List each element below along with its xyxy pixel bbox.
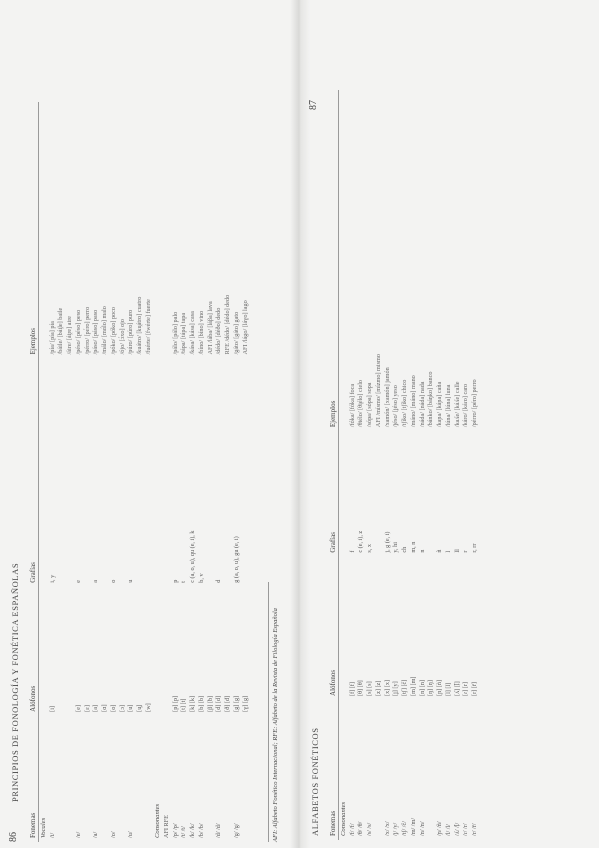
table-row: [232, 102, 241, 842]
phoneme-cell: [101, 716, 110, 842]
allophone-cell: [s] [s]: [366, 681, 374, 696]
example-cell: /fóka/ [fóka] foca: [348, 383, 356, 428]
example-cell: /péso/ [péso] peso: [74, 309, 82, 355]
example-cell: /xamón/ [xamón] jamón: [383, 367, 391, 428]
table-row: [241, 102, 250, 842]
grapheme-cell: d: [215, 579, 223, 583]
grapheme-cell: u: [127, 579, 135, 583]
allophone-cell: [66, 587, 75, 716]
allophone-cell: [ʎ] [ḹ]: [453, 681, 461, 696]
grapheme-cell: a: [92, 579, 100, 583]
example-cell: AFI /mísmo/ [mízmo] mismo: [374, 354, 382, 428]
phoneme-cell: /tʃ/ /ĉ/: [401, 821, 409, 836]
grapheme-cell: [241, 358, 250, 586]
example-cell: /θiélo/ [θi̯élo] cielo: [357, 379, 365, 428]
grapheme-cell: [224, 358, 233, 586]
phoneme-cell: /o/: [109, 831, 117, 838]
phoneme-cell: /ɾ/ /r/: [462, 823, 470, 836]
alphabet-header-row: [162, 102, 171, 842]
phoneme-cell: [66, 716, 75, 842]
table-row: [197, 102, 206, 842]
phoneme-cell: /e/: [74, 831, 82, 838]
table-row: [401, 90, 410, 840]
example-cell: /kása/ [kása] casa: [189, 311, 197, 355]
phoneme-cell: /b/ /b/: [197, 823, 205, 838]
phoneme-cell: /ɲ/ /ñ/: [436, 821, 444, 836]
phoneme-cell: [144, 716, 153, 842]
example-cell: /sópa/ [sópa] sopa: [366, 382, 374, 428]
allophone-cell: [ʝ] [y]: [392, 681, 400, 696]
example-cell: AFI /lágo/ [láɣo] lago: [241, 300, 249, 355]
grapheme-cell: y, hi: [392, 542, 400, 553]
table-row: [374, 90, 383, 840]
phoneme-cell: /k/ /k/: [189, 823, 197, 838]
allophone-cell: [t] [t]: [180, 698, 188, 712]
col-ejemplos: Ejemplos: [28, 102, 39, 358]
allophone-cell: [b] [b]: [197, 695, 205, 712]
phoneme-cell: [241, 716, 250, 842]
example-cell: /pálo/ [pálo] palo: [171, 311, 179, 355]
grapheme-cell: [206, 358, 215, 586]
phoneme-cell: /g/ /g/: [232, 823, 240, 838]
grapheme-cell: [66, 358, 75, 586]
example-cell: /tʃíko/ [tʃíko] chico: [401, 379, 409, 428]
example-cell: /bíno/ [bíno] vino: [197, 310, 205, 355]
table-row: [471, 90, 480, 840]
right-page-content: [306, 85, 596, 840]
table-row: [427, 90, 436, 840]
grapheme-cell: [118, 358, 127, 586]
phoneme-cell: /u/: [127, 831, 135, 838]
phoneme-cell: /d/ /d/: [215, 823, 223, 838]
grapheme-cell: s, x: [366, 544, 374, 553]
allophone-cell: [m] [m]: [409, 676, 417, 696]
allophone-cell: [β] [ƀ]: [206, 695, 214, 712]
grapheme-cell: [101, 358, 110, 586]
example-cell: /káro/ [káɾo] caro: [462, 383, 470, 428]
table-row: [462, 90, 471, 840]
col-grafias: Grafías: [28, 358, 39, 586]
grapheme-cell: f: [348, 550, 356, 553]
footnote: AFI: Alfabeto Fonético Internacional; RFE: Alfabeto de la Revista de Filología Española: [272, 608, 279, 842]
section-row: [339, 90, 349, 840]
allophone-cell: [r] [r̄]: [471, 682, 479, 696]
grapheme-cell: o: [109, 579, 117, 583]
table-row: [144, 102, 153, 842]
grapheme-cell: [136, 358, 145, 586]
allophone-cell: [ɲ] [ñ]: [436, 679, 444, 696]
example-cell: /málo/ [mɑ́lo] malo: [101, 306, 109, 355]
col-alofonos: Alófonos: [28, 587, 39, 716]
grapheme-cell: t: [180, 581, 188, 583]
allophone-cell: [f] [f]: [348, 682, 356, 696]
grapheme-cell: e: [74, 579, 82, 583]
example-cell: RFE /dédo/ [dédo] dedo: [224, 294, 232, 355]
table-row: [101, 102, 110, 842]
afi-label: AFI: [162, 828, 170, 838]
footnote-rule: [268, 582, 269, 842]
table-row: [109, 102, 118, 842]
example-cell: /dédo/ [déðo] dedo: [215, 307, 223, 355]
table-row: [409, 90, 418, 840]
grapheme-cell: [57, 358, 66, 586]
phoneme-cell: /p/ /p/: [171, 823, 179, 838]
table-row: [83, 102, 92, 842]
example-cell: /kaʎe/ [káʎe] calle: [453, 381, 461, 428]
allophone-cell: [e]: [74, 704, 82, 712]
table-row: [136, 102, 145, 842]
allophone-cell: [ɑ]: [101, 704, 109, 712]
grapheme-cell: c (e, i), z: [357, 530, 365, 553]
allophone-cell: [w]: [144, 703, 152, 712]
example-cell: /póko/ [póko] poco: [109, 306, 117, 355]
grapheme-cell: ñ: [436, 549, 444, 553]
grapheme-cell: c (a, o, u), qu (e, i), k: [189, 530, 197, 583]
table-row: [453, 90, 462, 840]
table-row: [206, 102, 215, 842]
table-row: [357, 90, 366, 840]
allophone-cell: [ɛ]: [83, 705, 91, 712]
example-cell: /ójo/ [ɔ́xo] ojo: [118, 319, 126, 355]
left-page-content: [6, 98, 286, 842]
grapheme-cell: [374, 431, 383, 557]
allophone-cell: [u]: [127, 704, 135, 712]
example-cell: /tápa/ [tápa] tapa: [180, 312, 188, 355]
table-row: [436, 90, 445, 840]
right-page: [300, 80, 599, 850]
allophone-cell: [a]: [92, 704, 100, 712]
table-row: [366, 90, 375, 840]
grapheme-cell: l: [444, 550, 452, 553]
allophone-cell: [u̯]: [136, 704, 144, 712]
grapheme-cell: j, g (e, i): [383, 531, 391, 553]
allophone-cell: [n] [n]: [418, 679, 426, 696]
grapheme-cell: i, y: [48, 574, 56, 583]
example-cell: /pía/ [pía] pía: [48, 321, 56, 355]
allophone-cell: [i]: [48, 706, 56, 712]
table-row: [215, 102, 224, 842]
phoneme-cell: /θ/ /θ/: [357, 821, 365, 836]
phoneme-cell: [427, 700, 436, 840]
grapheme-cell: [427, 431, 436, 557]
phoneme-cell: /t/ /t/: [180, 826, 188, 838]
table-row: [444, 90, 453, 840]
section-row: [39, 102, 49, 842]
rfe-label: RFE: [162, 815, 170, 827]
afi-rfe-header: [162, 716, 171, 842]
example-cell: /púro/ [púro] puro: [127, 309, 135, 355]
allophone-cell: [d] [d]: [215, 695, 223, 712]
phoneme-cell: /x/ /x/: [383, 821, 391, 836]
table-row: [92, 102, 101, 842]
example-cell: /bánko/ [báŋko] banco: [427, 371, 435, 428]
section-row: [153, 102, 162, 842]
phoneme-cell: [206, 716, 215, 842]
grapheme-cell: m, n: [409, 541, 417, 553]
example-cell: /gáto/ [gáto] gato: [232, 311, 240, 355]
grapheme-cell: g (a, o, u), gu (e, i): [232, 536, 240, 583]
allophone-cell: [x] [x]: [383, 679, 391, 696]
col-fonemas: Fonemas: [328, 700, 339, 840]
table-row: [57, 102, 66, 842]
example-cell: AFI /lába/ [láβa] lava: [206, 301, 214, 355]
allophone-cell: [ɣ] [g]: [241, 695, 249, 712]
example-cell: /báile/ [bái̯le] baile: [57, 307, 65, 355]
allophone-cell: [ŋ] [ŋ]: [427, 680, 435, 696]
section-label: Consonantes: [153, 803, 161, 838]
right-phoneme-table: [328, 90, 479, 840]
left-page: [0, 90, 290, 850]
table-header-row: [28, 102, 39, 842]
right-page-title: ALFABETOS FONÉTICOS: [310, 727, 320, 836]
example-cell: /kaɲa/ [káɲa] caña: [436, 381, 444, 428]
left-page-title: PRINCIPIOS DE FONOLOGÍA Y FONÉTICA ESPAÑOLAS: [10, 562, 20, 802]
allophone-cell: [p] [p]: [171, 695, 179, 712]
table-row: [48, 102, 57, 842]
phoneme-cell: /l/ /l/: [444, 824, 452, 836]
allophone-cell: [57, 587, 66, 716]
phoneme-cell: /ʎ/ /ḹ/: [453, 822, 461, 836]
grapheme-cell: ll: [453, 549, 461, 553]
phoneme-cell: /i/: [48, 832, 56, 838]
table-row: [171, 102, 180, 842]
allophone-cell: [ɔ]: [118, 704, 126, 712]
example-cell: /áire/ [ái̯re] aire: [66, 315, 74, 355]
phoneme-cell: /r/ /r̄/: [471, 823, 479, 836]
example-cell: /máno/ [máno] mano: [409, 375, 417, 428]
grapheme-cell: p: [171, 579, 179, 583]
example-cell: /kuátro/ [ku̯átro] cuatro: [136, 296, 144, 355]
allophone-cell: [l] [l]: [444, 682, 452, 696]
col-grafias: Grafías: [328, 431, 339, 557]
phoneme-cell: [118, 716, 127, 842]
grapheme-cell: ch: [401, 546, 409, 553]
phoneme-cell: /a/: [92, 831, 100, 838]
right-page-number: 87: [308, 100, 319, 110]
table-row: [189, 102, 198, 842]
table-row: [224, 102, 233, 842]
grapheme-cell: [144, 358, 153, 586]
phoneme-cell: [374, 700, 383, 840]
allophone-cell: [g] [g]: [232, 695, 240, 712]
table-row: [180, 102, 189, 842]
example-cell: /fuérte/ [fwérte] fuerte: [144, 299, 152, 355]
grapheme-cell: [83, 358, 92, 586]
left-page-number: 86: [8, 832, 19, 842]
table-row: [383, 90, 392, 840]
allophone-cell: [k] [k]: [189, 695, 197, 712]
table-row: [418, 90, 427, 840]
phoneme-cell: /n/ /n/: [418, 821, 426, 836]
allophone-cell: [ɾ] [r]: [462, 682, 470, 696]
phoneme-cell: [83, 716, 92, 842]
section-label: Vocales: [39, 817, 47, 838]
phoneme-cell: [57, 716, 66, 842]
col-alofonos: Alófonos: [328, 557, 339, 700]
allophone-cell: [o]: [109, 704, 117, 712]
phoneme-cell: /m/ /m/: [409, 817, 417, 836]
example-cell: /pérro/ [péro] perro: [471, 379, 479, 428]
grapheme-cell: b, v: [197, 573, 205, 583]
allophone-cell: [z] [z]: [374, 680, 382, 696]
grapheme-cell: r: [462, 550, 470, 553]
example-cell: /páso/ [páso] paso: [92, 309, 100, 355]
phoneme-cell: [224, 716, 233, 842]
example-cell: /ʝéso/ [ʝéso] yeso: [392, 385, 400, 428]
example-cell: /lúna/ [lúna] luna: [444, 384, 452, 428]
table-row: [348, 90, 357, 840]
phoneme-cell: /f/ /f/: [348, 823, 356, 836]
phoneme-cell: /ʝ/ /y/: [392, 822, 400, 836]
table-row: [74, 102, 83, 842]
example-cell: /pérro/ [pɛ́ro] perro: [83, 306, 91, 355]
col-fonemas: Fonemas: [28, 716, 39, 842]
allophone-cell: [tʃ] [ĉ]: [401, 679, 409, 696]
phoneme-cell: [136, 716, 145, 842]
grapheme-cell: r, rr: [471, 543, 479, 553]
phoneme-cell: /s/ /s/: [366, 822, 374, 836]
table-row: [118, 102, 127, 842]
col-ejemplos: Ejemplos: [328, 90, 339, 431]
table-header-row: [328, 90, 339, 840]
table-row: [127, 102, 136, 842]
section-label: Consonantes: [339, 801, 347, 836]
example-cell: /náda/ [náda] nada: [418, 381, 426, 428]
left-phoneme-table: [28, 102, 250, 842]
grapheme-cell: n: [418, 549, 426, 553]
allophone-cell: [ð] [đ]: [224, 695, 232, 712]
table-row: [392, 90, 401, 840]
table-row: [66, 102, 75, 842]
allophone-cell: [θ] [θ]: [357, 680, 365, 696]
